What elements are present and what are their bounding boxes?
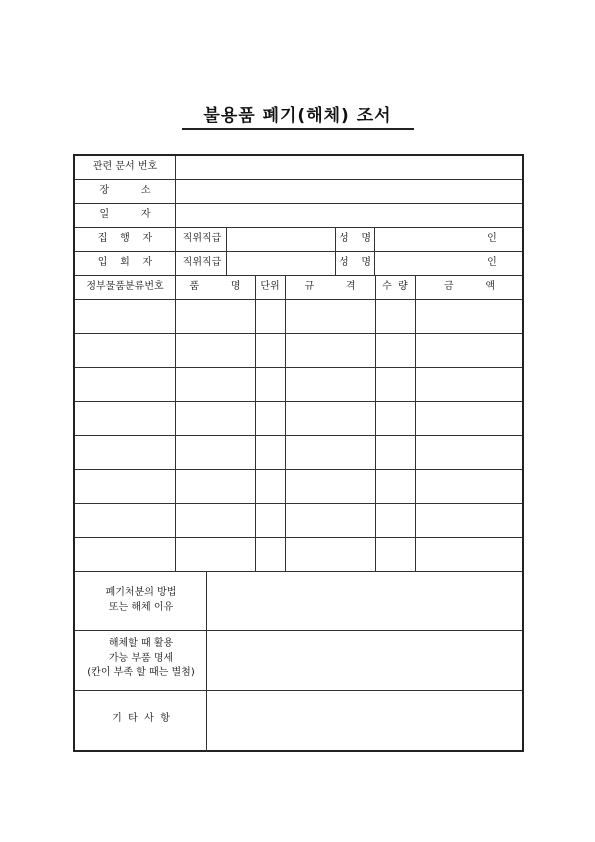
table-row[interactable] bbox=[75, 504, 522, 537]
col-quantity: 수 량 bbox=[382, 281, 408, 292]
col-classification-number: 정부물품분류번호 bbox=[86, 281, 164, 292]
label-witness: 입 회 자 bbox=[97, 257, 153, 268]
header-row-divider bbox=[75, 275, 522, 276]
label-place: 장 소 bbox=[99, 185, 151, 196]
position-field-divider bbox=[335, 228, 336, 276]
label-witness-seal: 인 bbox=[487, 257, 497, 268]
label-disposal-method: 폐기처분의 방법 또는 해체 이유 bbox=[105, 587, 177, 613]
label-witness-name: 성 명 bbox=[338, 257, 372, 268]
position-divider bbox=[226, 228, 227, 276]
disposal-method-field[interactable] bbox=[208, 572, 524, 630]
name-divider bbox=[374, 228, 375, 276]
label-executor-name: 성 명 bbox=[338, 233, 372, 244]
label-witness-position: 직위직급 bbox=[182, 257, 222, 268]
executor-name-field[interactable] bbox=[375, 228, 475, 252]
header-label-divider bbox=[175, 156, 176, 276]
footer-row-divider bbox=[75, 630, 522, 631]
date-field[interactable] bbox=[176, 204, 524, 228]
label-remarks: 기 타 사 항 bbox=[112, 713, 170, 724]
header-row-divider bbox=[75, 203, 522, 204]
label-executor: 집 행 자 bbox=[97, 233, 153, 244]
col-unit: 단위 bbox=[260, 281, 280, 292]
header-row-divider bbox=[75, 179, 522, 180]
label-executor-position: 직위직급 bbox=[182, 233, 222, 244]
item-row-divider bbox=[75, 571, 522, 572]
usable-parts-field[interactable] bbox=[208, 630, 524, 690]
table-row[interactable] bbox=[75, 470, 522, 503]
form-title: 불용품 폐기(해체) 조서 bbox=[203, 106, 392, 126]
table-row[interactable] bbox=[75, 436, 522, 469]
title-underline bbox=[182, 128, 414, 130]
footer-row-divider bbox=[75, 690, 522, 691]
footer-label-divider bbox=[206, 571, 207, 752]
col-spec: 규 격 bbox=[304, 281, 356, 292]
header-row-divider bbox=[75, 227, 522, 228]
header-row-divider bbox=[75, 251, 522, 252]
label-doc-number: 관련 문서 번호 bbox=[92, 161, 158, 172]
table-row[interactable] bbox=[75, 300, 522, 333]
label-executor-seal: 인 bbox=[487, 233, 497, 244]
table-row[interactable] bbox=[75, 334, 522, 367]
table-row[interactable] bbox=[75, 538, 522, 571]
disposal-form bbox=[73, 154, 524, 752]
table-row[interactable] bbox=[75, 402, 522, 435]
remarks-field[interactable] bbox=[208, 690, 524, 752]
col-item-name: 품 명 bbox=[189, 281, 241, 292]
table-row[interactable] bbox=[75, 368, 522, 401]
label-usable-parts: 해체할 때 활용 가능 부품 명세 (칸이 부족 할 때는 별첨) bbox=[87, 638, 195, 678]
witness-name-field[interactable] bbox=[375, 252, 475, 276]
col-amount: 금 액 bbox=[443, 281, 496, 292]
label-date: 일 자 bbox=[99, 209, 151, 220]
place-field[interactable] bbox=[176, 180, 524, 204]
executor-position-field[interactable] bbox=[227, 228, 335, 252]
witness-position-field[interactable] bbox=[227, 252, 335, 276]
doc-number-field[interactable] bbox=[176, 156, 524, 180]
